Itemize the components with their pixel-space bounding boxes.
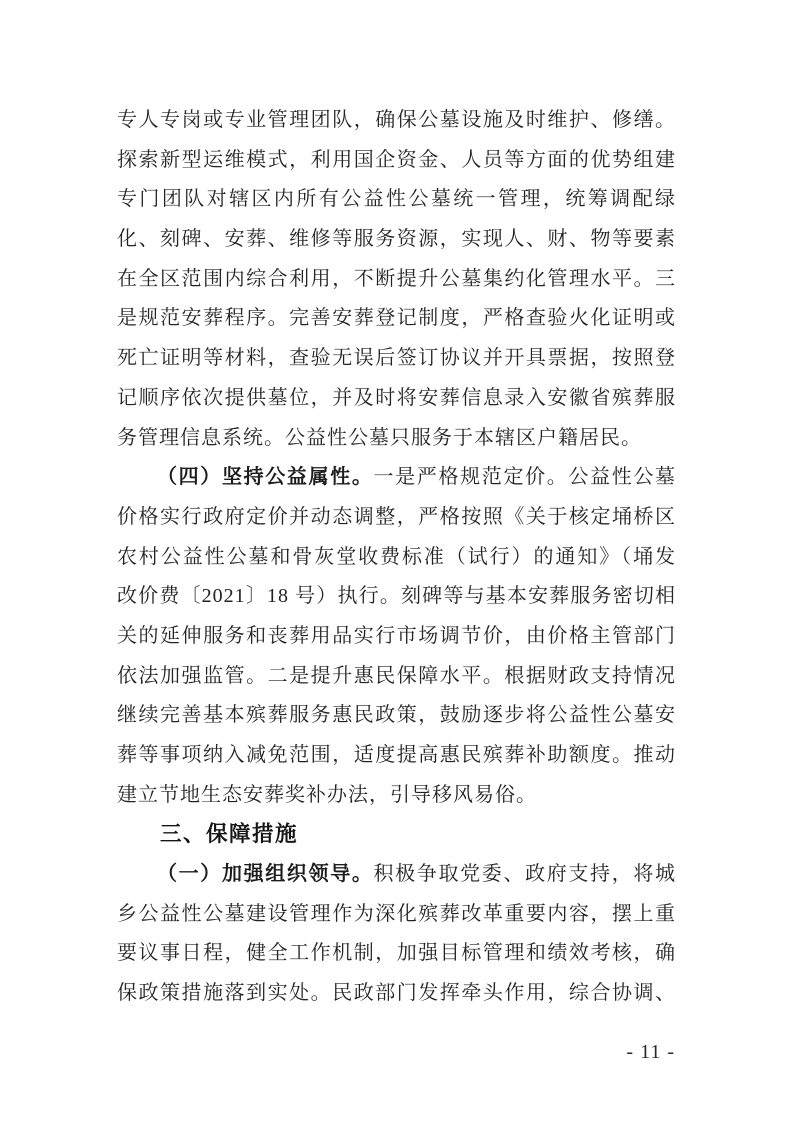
paragraph-lead: （四）坚持公益属性。	[157, 466, 374, 489]
page-number: - 11 -	[626, 1041, 675, 1063]
body-line: 探索新型运维模式，利用国企资金、人员等方面的优势组建	[117, 148, 676, 171]
body-line: 死亡证明等材料，查验无误后签订协议并开具票据，按照登	[117, 347, 676, 370]
body-line: 记顺序依次提供墓位，并及时将安葬信息录入安徽省殡葬服	[117, 386, 676, 409]
body-line: 是规范安葬程序。完善安葬登记制度，严格查验火化证明或	[117, 307, 676, 330]
paragraph-lead: （一）加强组织领导。	[157, 863, 374, 886]
body-line: 价格实行政府定价并动态调整，严格按照《关于核定埇桥区	[117, 505, 676, 528]
body-line: 在全区范围内综合利用，不断提升公墓集约化管理水平。三	[117, 267, 676, 290]
body-line: 专人专岗或专业管理团队，确保公墓设施及时维护、修缮。	[117, 109, 676, 131]
body-line: 继续完善基本殡葬服务惠民政策，鼓励逐步将公益性公墓安	[117, 704, 676, 727]
body-line: 保政策措施落到实处。民政部门发挥牵头作用，综合协调、	[117, 982, 676, 1005]
document-body	[117, 101, 676, 1014]
body-text: 一是严格规范定价。公益性公墓	[373, 466, 677, 489]
body-line: 务管理信息系统。公益性公墓只服务于本辖区户籍居民。	[117, 426, 642, 449]
body-line: 专门团队对辖区内所有公益性公墓统一管理，统筹调配绿	[117, 188, 676, 211]
section-heading: 三、保障措施	[160, 822, 299, 847]
body-line: 化、刻碑、安葬、维修等服务资源，实现人、财、物等要素	[117, 228, 676, 251]
body-line: 依法加强监管。二是提升惠民保障水平。根据财政支持情况	[117, 664, 676, 687]
body-line: 关的延伸服务和丧葬用品实行市场调节价，由价格主管部门	[117, 624, 676, 647]
body-line: 建立节地生态安葬奖补办法，引导移风易俗。	[117, 783, 537, 806]
body-text: 积极争取党委、政府支持，将城	[373, 863, 677, 886]
body-line	[117, 855, 676, 895]
body-line: 乡公益性公墓建设管理作为深化殡葬改革重要内容，摆上重	[117, 902, 676, 925]
body-line: 葬等事项纳入减免范围，适度提高惠民殡葬补助额度。推动	[117, 744, 676, 766]
body-line: 农村公益性公墓和骨灰堂收费标准（试行）的通知》（埇发	[117, 545, 676, 568]
body-line	[117, 458, 676, 498]
body-line: 改价费〔2021〕18 号）执行。刻碑等与基本安葬服务密切相	[117, 585, 676, 608]
body-line: 要议事日程，健全工作机制，加强目标管理和绩效考核，确	[117, 942, 676, 965]
